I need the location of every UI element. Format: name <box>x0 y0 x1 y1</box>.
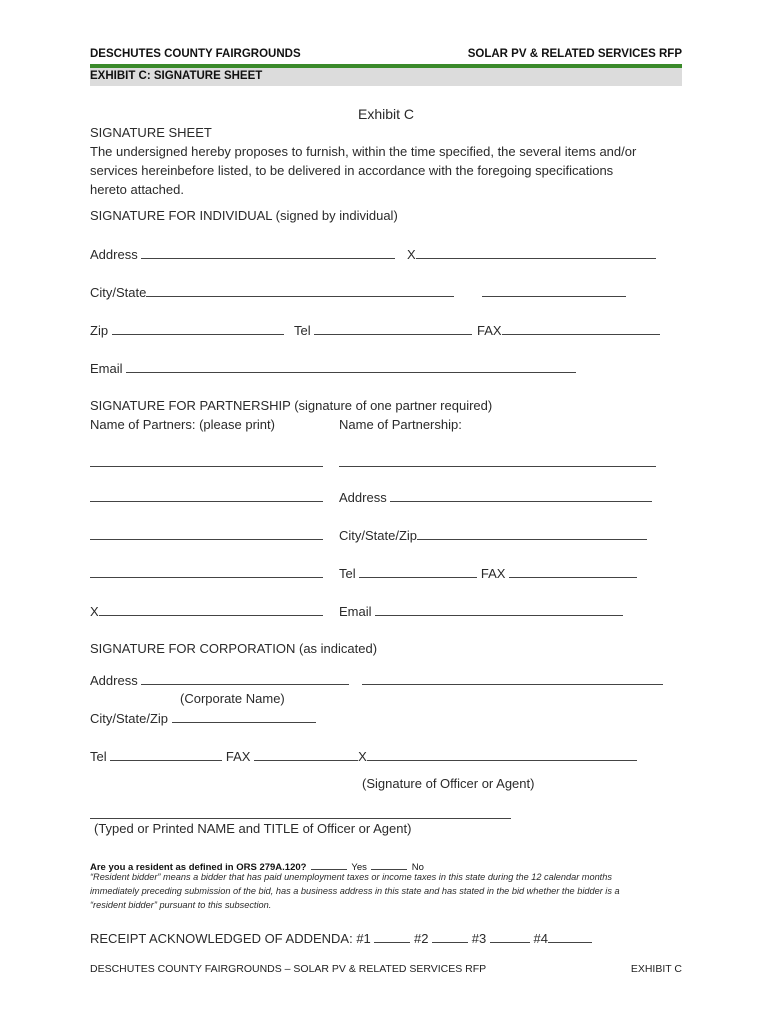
corporation-heading-row <box>90 641 377 656</box>
footer-left: DESCHUTES COUNTY FAIRGROUNDS – SOLAR PV & RELATED SERVICES RFP <box>90 963 487 975</box>
partnership-fax-label: FAX <box>480 566 506 581</box>
intro-line-1: The undersigned hereby proposes to furnish, within the time specified, the several items and/or <box>90 144 637 159</box>
partnership-email-row <box>339 603 623 619</box>
individual-address-field[interactable] <box>141 246 395 259</box>
partner-name-field-3[interactable] <box>90 527 323 540</box>
individual-x-label: X <box>407 247 416 262</box>
individual-signature-field[interactable] <box>416 246 656 259</box>
addenda-1-field[interactable] <box>374 930 410 943</box>
corporation-city-row <box>90 710 316 726</box>
addenda-3-field[interactable] <box>490 930 530 943</box>
page-title: Exhibit C <box>358 106 415 122</box>
individual-city-field[interactable] <box>146 284 454 297</box>
corporation-x-label: X <box>358 749 367 764</box>
resident-question: Are you a resident as defined in ORS 279A.120? <box>90 862 307 873</box>
partnership-city-label: City/State/Zip <box>339 528 418 543</box>
resident-yes-label: Yes <box>351 862 367 873</box>
individual-heading-row <box>90 208 398 223</box>
corporate-name-caption: (Corporate Name) <box>180 691 285 706</box>
partnership-email-field[interactable] <box>375 603 623 616</box>
corporation-city-field[interactable] <box>172 710 316 723</box>
individual-city-row <box>90 284 454 300</box>
corporation-address-field[interactable] <box>141 672 349 685</box>
partnership-tel-row <box>339 565 637 581</box>
exhibit-bar-label: EXHIBIT C: SIGNATURE SHEET <box>90 70 263 82</box>
partnership-email-label: Email <box>339 604 372 619</box>
addenda-4-field[interactable] <box>548 930 592 943</box>
individual-email-label: Email <box>90 361 123 376</box>
resident-no-label: No <box>411 862 424 873</box>
corporation-tel-label: Tel <box>90 749 107 764</box>
addenda-label: RECEIPT ACKNOWLEDGED OF ADDENDA: <box>90 931 353 946</box>
partnership-heading-row <box>90 398 492 413</box>
partnership-tel-field[interactable] <box>359 565 477 578</box>
addenda-4-label: #4 <box>533 931 548 946</box>
header-right: SOLAR PV & RELATED SERVICES RFP <box>467 48 682 60</box>
intro-line-3: hereto attached. <box>90 182 184 197</box>
signature-officer-caption: (Signature of Officer or Agent) <box>362 776 535 791</box>
partnership-x-label: X <box>90 604 99 619</box>
partner-name-field-2[interactable] <box>90 489 323 502</box>
partners-label: Name of Partners: (please print) <box>90 417 275 432</box>
individual-tel-field[interactable] <box>314 322 472 335</box>
resident-def-line-2: immediately preceding submission of the bid, has a business address in this state and has stated in the bid whether the bidder is a <box>90 886 620 896</box>
partnership-fax-field[interactable] <box>509 565 637 578</box>
addenda-row <box>90 930 592 946</box>
individual-address-row <box>90 246 395 262</box>
partnership-address-row <box>339 489 652 505</box>
individual-zip-label: Zip <box>90 323 109 338</box>
individual-tel-row <box>294 322 472 338</box>
partnership-signature-field[interactable] <box>99 603 323 616</box>
partnership-tel-label: Tel <box>339 566 356 581</box>
corporation-address-label: Address <box>90 673 138 688</box>
partner-name-field-1[interactable] <box>90 454 323 467</box>
partnership-address-field[interactable] <box>390 489 652 502</box>
corporation-tel-field[interactable] <box>110 748 222 761</box>
individual-city-label: City/State <box>90 285 147 300</box>
resident-def-line-3: “resident bidder” pursuant to this subsection. <box>90 900 272 910</box>
individual-heading: SIGNATURE FOR INDIVIDUAL <box>90 208 273 223</box>
individual-address-label: Address <box>90 247 138 262</box>
individual-fax-label: FAX <box>477 323 502 338</box>
addenda-3-label: #3 <box>471 931 487 946</box>
individual-extra-field[interactable] <box>482 284 626 297</box>
partner-name-field-4[interactable] <box>90 565 323 578</box>
addenda-2-field[interactable] <box>432 930 468 943</box>
corporation-signature-field[interactable] <box>367 748 637 761</box>
partnership-address-label: Address <box>339 490 387 505</box>
individual-note: (signed by individual) <box>275 208 398 223</box>
corporation-heading: SIGNATURE FOR CORPORATION <box>90 641 296 656</box>
partnership-city-field[interactable] <box>417 527 647 540</box>
partnership-name-label: Name of Partnership: <box>339 417 462 432</box>
resident-no-field[interactable] <box>371 860 407 870</box>
addenda-2-label: #2 <box>414 931 429 946</box>
corporation-fax-label: FAX <box>225 749 251 764</box>
corporation-city-label: City/State/Zip <box>90 711 169 726</box>
typed-name-field[interactable] <box>90 806 511 819</box>
individual-extra-row <box>482 284 626 300</box>
partnership-heading: SIGNATURE FOR PARTNERSHIP <box>90 398 291 413</box>
addenda-1-label: #1 <box>356 931 371 946</box>
resident-def-line-1: “Resident bidder” means a bidder that has paid unemployment taxes or income taxes in this state during the 12 calendar months <box>90 872 612 882</box>
signature-sheet-heading: SIGNATURE SHEET <box>90 125 212 140</box>
corporation-address-row <box>90 672 349 688</box>
intro-line-2: services hereinbefore listed, to be delivered in accordance with the foregoing specifications <box>90 163 614 178</box>
header-left: DESCHUTES COUNTY FAIRGROUNDS <box>90 48 301 60</box>
individual-email-row <box>90 360 576 376</box>
resident-yes-field[interactable] <box>311 860 347 870</box>
individual-tel-label: Tel <box>294 323 311 338</box>
individual-email-field[interactable] <box>126 360 576 373</box>
individual-fax-field[interactable] <box>502 322 660 335</box>
individual-zip-field[interactable] <box>112 322 284 335</box>
individual-zip-row <box>90 322 284 338</box>
corporation-note: (as indicated) <box>298 641 378 656</box>
partnership-note: (signature of one partner required) <box>294 398 493 413</box>
individual-signature-row <box>407 246 656 262</box>
corporation-name-field[interactable] <box>362 672 663 685</box>
partnership-signature-row <box>90 603 323 619</box>
partnership-name-field[interactable] <box>339 454 656 467</box>
corporation-tel-row <box>90 748 637 764</box>
individual-fax-row <box>477 322 660 338</box>
partnership-city-row <box>339 527 647 543</box>
corporation-fax-field[interactable] <box>254 748 358 761</box>
footer-right: EXHIBIT C <box>630 963 682 975</box>
typed-name-caption: (Typed or Printed NAME and TITLE of Officer or Agent) <box>94 821 412 836</box>
